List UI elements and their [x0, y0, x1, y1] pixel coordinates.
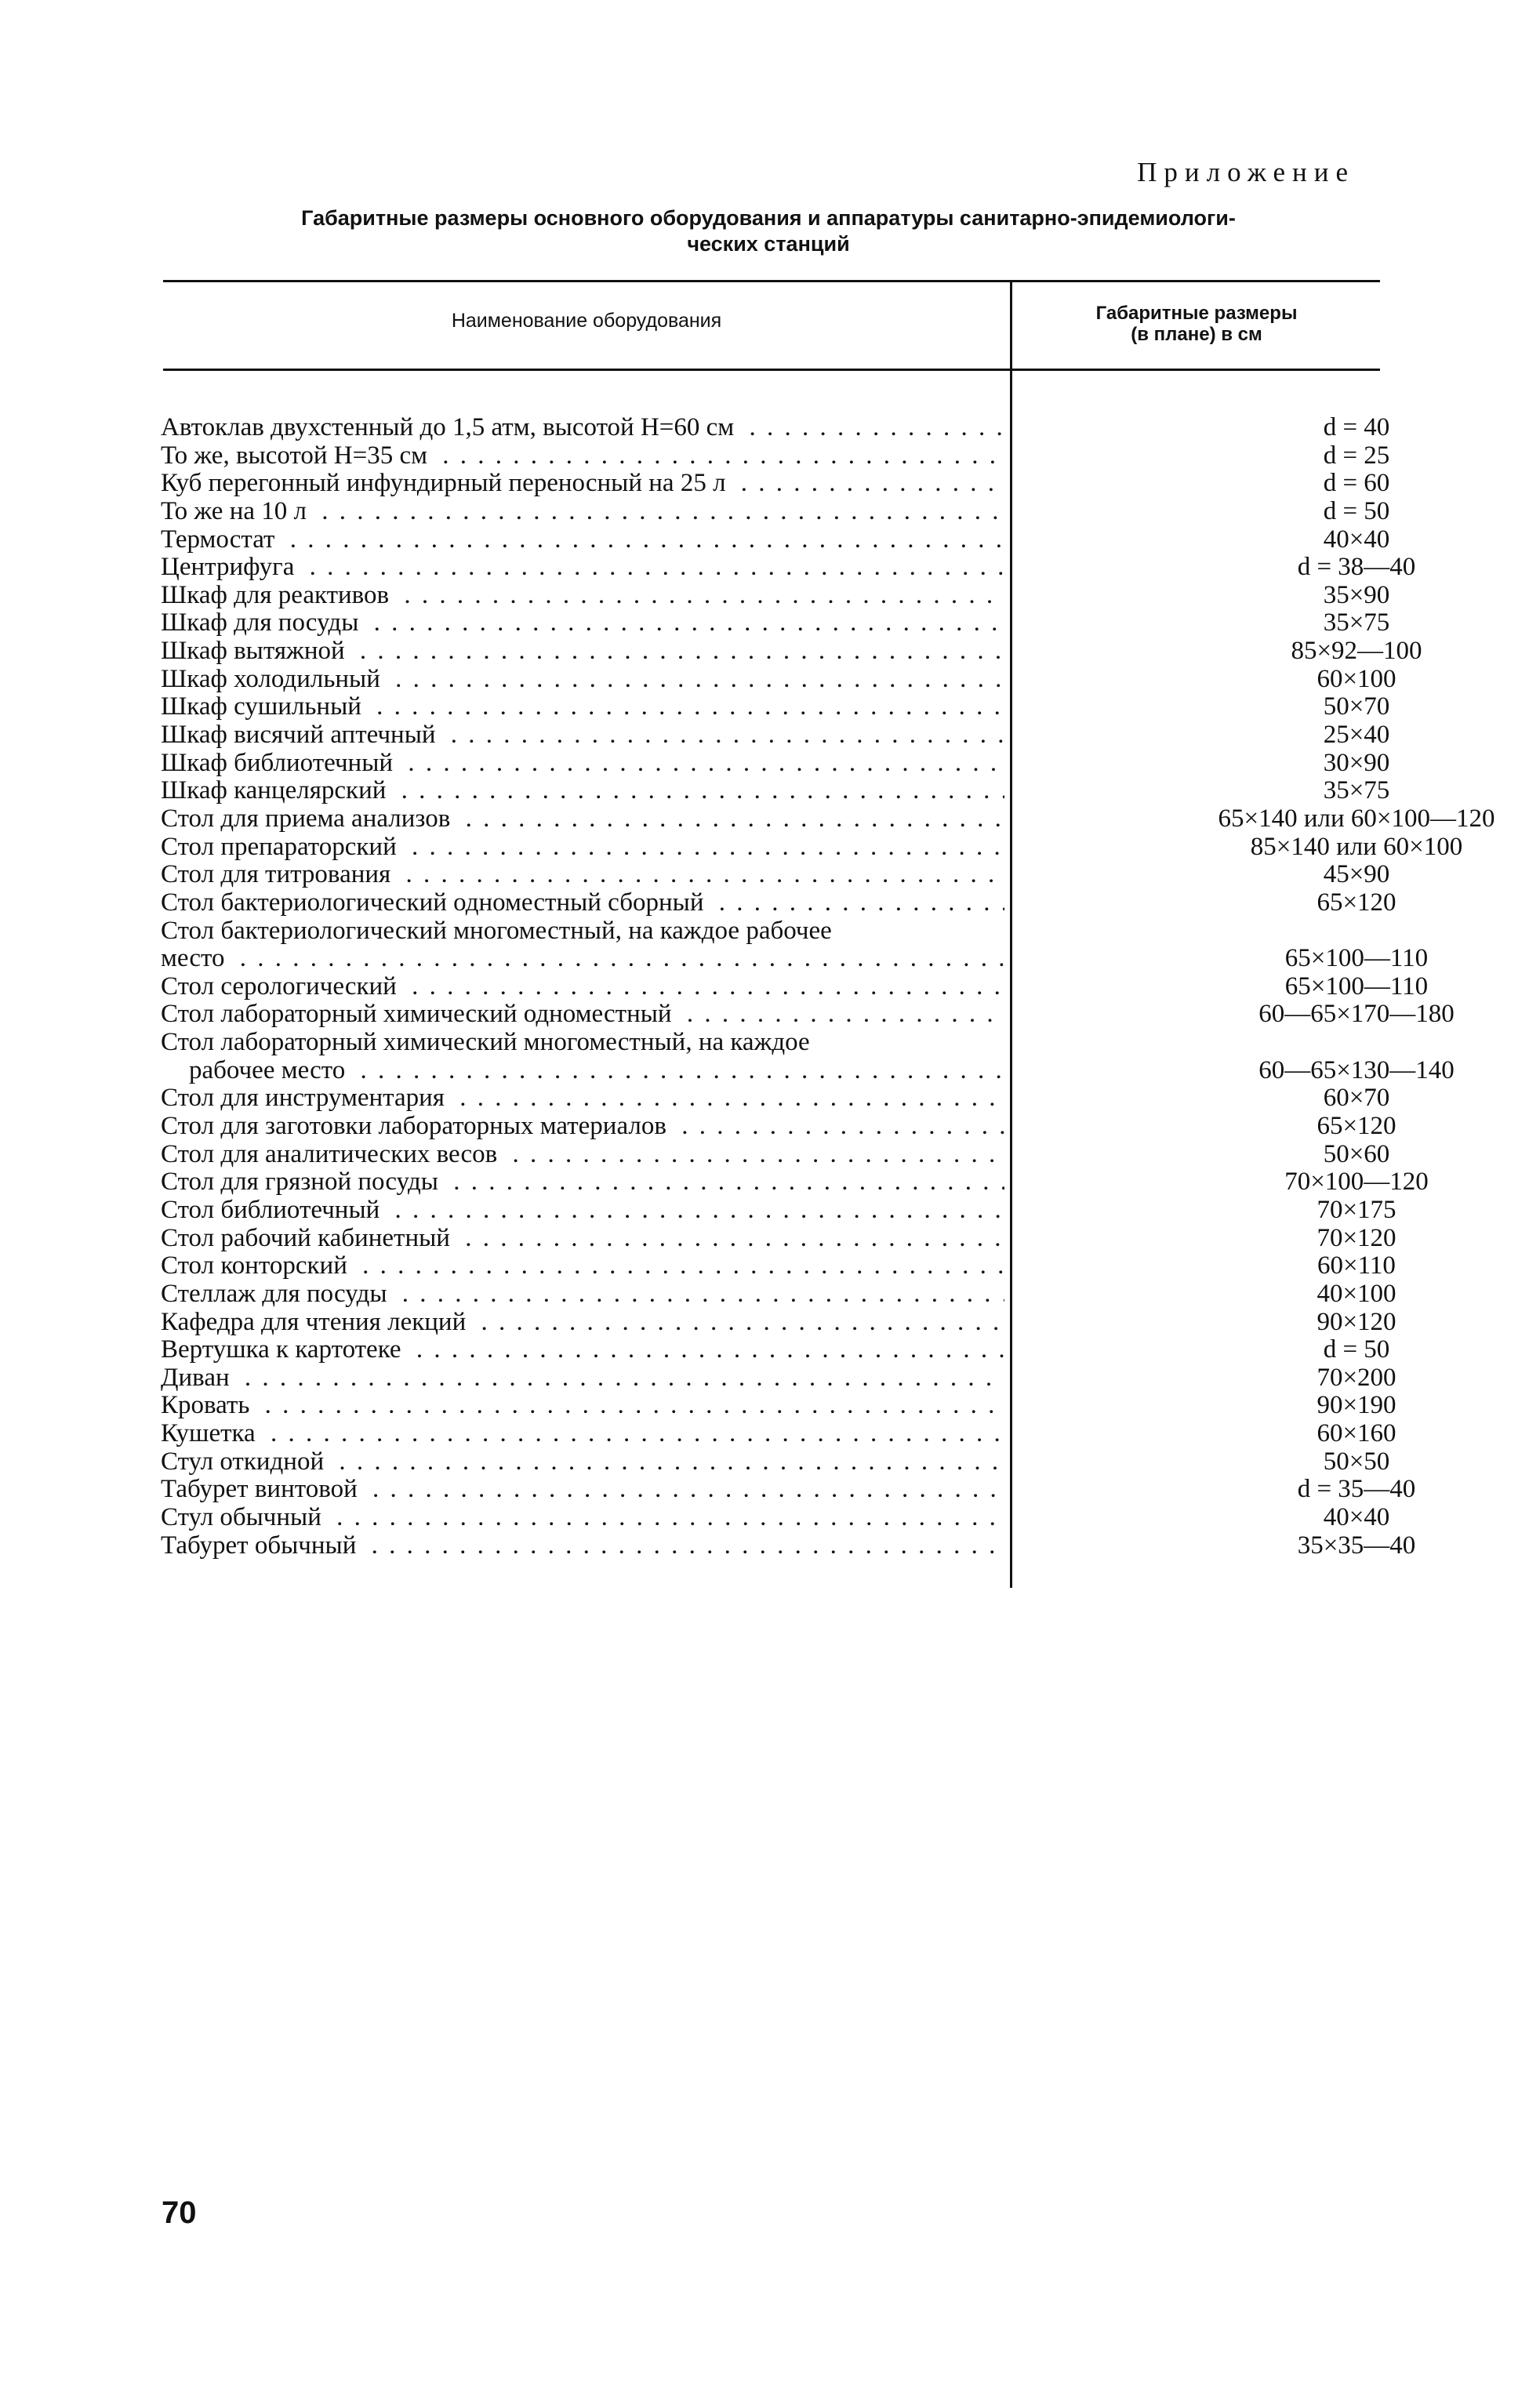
equipment-name-text: рабочее место [189, 1057, 351, 1084]
table-top-rule [163, 280, 1380, 282]
equipment-dimensions: 60×160 [1317, 1419, 1396, 1448]
table-row [161, 804, 1495, 834]
equipment-name [161, 498, 1004, 526]
equipment-dimensions: 40×40 [1323, 1502, 1390, 1531]
equipment-name-text: Стол для инструментария [161, 1084, 451, 1112]
equipment-dimensions: 70×200 [1317, 1363, 1396, 1392]
table-row [161, 944, 1429, 973]
table-row [161, 1363, 1396, 1393]
table-row [161, 1475, 1416, 1504]
equipment-name-text: Стол для приема анализов [161, 805, 456, 833]
equipment-dimensions: 60—65×170—180 [1258, 1000, 1455, 1029]
table-row [161, 1251, 1396, 1280]
table-row [161, 1055, 1455, 1085]
equipment-dimensions: 60×110 [1317, 1251, 1396, 1280]
equipment-name [161, 917, 1004, 946]
equipment-dimensions: 30×90 [1323, 748, 1390, 777]
equipment-table-body [161, 413, 1495, 1560]
equipment-name [161, 861, 1004, 889]
equipment-name [161, 1336, 1004, 1364]
equipment-name [161, 666, 1004, 694]
equipment-dimensions: 45×90 [1323, 860, 1390, 889]
equipment-name [161, 721, 1004, 750]
equipment-name-text: Шкаф для посуды [161, 609, 365, 637]
table-row [161, 1335, 1390, 1364]
equipment-name-text: Кровать [161, 1392, 256, 1419]
table-row [161, 413, 1390, 442]
equipment-name-text: Шкаф канцелярский [161, 777, 392, 804]
equipment-dimensions: 35×90 [1323, 580, 1390, 609]
equipment-name-text: Табурет винтовой [161, 1476, 364, 1503]
table-row [161, 721, 1390, 750]
equipment-name [161, 1225, 1004, 1253]
equipment-name-text: Стол для титрования [161, 861, 397, 888]
equipment-name [161, 414, 1004, 442]
equipment-name [161, 889, 1004, 917]
equipment-name-text: Стул откидной [161, 1448, 330, 1476]
table-row [161, 776, 1390, 805]
equipment-name-text: Шкаф для реактивов [161, 582, 395, 609]
equipment-name [161, 834, 1004, 862]
equipment-name-text: Стол бактериологический одноместный сборный [161, 889, 710, 917]
equipment-dimensions: 35×75 [1323, 776, 1390, 805]
column-header-name: Наименование оборудования [451, 310, 722, 332]
equipment-name-text: Стол препараторский [161, 834, 403, 861]
equipment-name-text: Стол серологический [161, 973, 403, 1001]
table-row [161, 608, 1390, 637]
equipment-name [161, 554, 1004, 582]
equipment-dimensions: 90×120 [1317, 1307, 1396, 1336]
table-row [161, 496, 1390, 526]
equipment-name-text: Стол бактериологический многоместный, на каждое рабочее [161, 917, 838, 945]
equipment-name [161, 1141, 1004, 1169]
equipment-name-text: Стол для грязной посуды [161, 1168, 445, 1196]
equipment-name-text: Стол лабораторный химический одноместный [161, 1001, 678, 1028]
equipment-dimensions: d = 50 [1323, 496, 1390, 525]
equipment-dimensions: 65×120 [1317, 1112, 1396, 1141]
table-row [161, 1139, 1390, 1169]
equipment-name [161, 1392, 1004, 1420]
equipment-name [161, 1084, 1004, 1113]
equipment-name-text: То же на 10 л [161, 498, 313, 525]
table-row [161, 1419, 1396, 1448]
equipment-dimensions: 25×40 [1323, 721, 1390, 750]
table-row [161, 1084, 1390, 1113]
table-row [161, 748, 1390, 778]
equipment-dimensions: d = 40 [1323, 413, 1390, 441]
equipment-name-text: Шкаф вытяжной [161, 637, 351, 665]
table-row [161, 917, 1380, 946]
table-row [161, 441, 1390, 470]
table-row [161, 637, 1422, 666]
equipment-dimensions: 40×100 [1317, 1279, 1396, 1308]
equipment-name-text: Кафедра для чтения лекций [161, 1309, 472, 1336]
table-row [161, 832, 1463, 862]
column-header-dimensions [1013, 303, 1380, 345]
equipment-name [161, 693, 1004, 721]
equipment-name-text: Стол библиотечный [161, 1197, 386, 1224]
equipment-dimensions: 65×100—110 [1284, 972, 1429, 1001]
equipment-name [161, 945, 1004, 973]
table-row [161, 1279, 1396, 1309]
equipment-name [161, 1252, 1004, 1280]
equipment-dimensions: 85×140 или 60×100 [1250, 832, 1463, 861]
equipment-dimensions: d = 60 [1323, 469, 1390, 498]
table-row [161, 469, 1390, 498]
equipment-name [161, 1532, 1004, 1560]
equipment-name-text: Шкаф сушильный [161, 693, 368, 721]
equipment-name-text: Термостат [161, 526, 281, 554]
equipment-name [161, 1476, 1004, 1504]
equipment-name [161, 750, 1004, 778]
equipment-name-text: Автоклав двухстенный до 1,5 атм, высотой Н=60 см [161, 414, 740, 441]
equipment-name-text: Стул обычный [161, 1504, 328, 1531]
table-row [161, 972, 1429, 1001]
equipment-dimensions: d = 25 [1323, 441, 1390, 470]
equipment-name [189, 1057, 1004, 1085]
equipment-dimensions: d = 35—40 [1297, 1475, 1416, 1504]
table-row [161, 1502, 1390, 1532]
equipment-name-text: Стол лабораторный химический многоместный, на каждое [161, 1029, 816, 1056]
equipment-name-text: Шкаф висячий аптечный [161, 721, 442, 749]
equipment-dimensions: 70×100—120 [1284, 1168, 1429, 1197]
equipment-dimensions: d = 50 [1323, 1335, 1390, 1364]
equipment-name [161, 1448, 1004, 1476]
table-row [161, 525, 1390, 554]
table-row [161, 1000, 1455, 1029]
equipment-dimensions: 50×60 [1323, 1139, 1390, 1168]
equipment-name [161, 1168, 1004, 1197]
equipment-name [161, 1364, 1004, 1393]
equipment-dimensions: 60×100 [1317, 664, 1396, 693]
equipment-name-text: Центрифуга [161, 554, 300, 581]
equipment-dimensions: 70×120 [1317, 1223, 1396, 1252]
table-row [161, 692, 1390, 721]
equipment-name-text: Шкаф библиотечный [161, 750, 399, 777]
equipment-name [161, 637, 1004, 666]
equipment-dimensions: 50×70 [1323, 692, 1390, 721]
column-header-dimensions-line-2: (в плане) в см [1131, 324, 1262, 345]
equipment-name [161, 470, 1004, 498]
equipment-dimensions: 40×40 [1323, 525, 1390, 554]
equipment-name [161, 777, 1004, 805]
equipment-name [161, 1309, 1004, 1337]
equipment-name [161, 973, 1004, 1001]
equipment-dimensions: 70×175 [1317, 1195, 1396, 1224]
equipment-dimensions: 65×120 [1317, 888, 1396, 917]
page-title [157, 205, 1380, 257]
equipment-name [161, 1001, 1004, 1029]
title-line-2: ческих станций [687, 232, 850, 256]
equipment-name-text: Диван [161, 1364, 236, 1392]
table-row [161, 1307, 1396, 1337]
equipment-name [161, 805, 1004, 834]
page-number: 70 [162, 2196, 197, 2230]
equipment-dimensions: 35×75 [1323, 608, 1390, 637]
table-row [161, 1112, 1396, 1141]
equipment-name-text: Вертушка к картотеке [161, 1336, 408, 1364]
equipment-dimensions: 90×190 [1317, 1391, 1396, 1420]
equipment-name-text: Стол для аналитических весов [161, 1141, 503, 1168]
table-row [161, 1168, 1429, 1197]
equipment-name-text: То же, высотой Н=35 см [161, 442, 434, 470]
table-row [161, 1195, 1396, 1225]
equipment-dimensions: 85×92—100 [1291, 637, 1422, 666]
table-row [161, 860, 1390, 889]
title-line-1: Габаритные размеры основного оборудования и аппаратуры санитарно-эпидемиологи- [301, 206, 1236, 230]
equipment-name [161, 582, 1004, 610]
equipment-name [161, 609, 1004, 637]
table-row [161, 1029, 1380, 1057]
equipment-name [161, 1504, 1004, 1532]
equipment-name-text: Стол рабочий кабинетный [161, 1225, 456, 1252]
equipment-name [161, 1197, 1004, 1225]
table-row [161, 580, 1390, 610]
table-row [161, 553, 1416, 582]
equipment-name-text: Кушетка [161, 1420, 262, 1447]
equipment-dimensions: d = 38—40 [1297, 553, 1416, 582]
equipment-name-text: Куб перегонный инфундирный переносный на 25 л [161, 470, 732, 497]
equipment-name [161, 442, 1004, 470]
equipment-dimensions: 65×100—110 [1284, 944, 1429, 973]
equipment-name-text: Стеллаж для посуды [161, 1280, 394, 1308]
appendix-label: Приложение [1137, 157, 1355, 187]
table-row [161, 1391, 1396, 1420]
equipment-name-text: место [161, 945, 231, 972]
equipment-dimensions: 65×140 или 60×100—120 [1218, 804, 1495, 833]
equipment-name-text: Табурет обычный [161, 1532, 362, 1560]
table-row [161, 664, 1396, 694]
equipment-dimensions: 60×70 [1323, 1084, 1390, 1113]
table-row [161, 888, 1396, 917]
equipment-name [161, 1113, 1004, 1141]
equipment-dimensions: 60—65×130—140 [1258, 1055, 1455, 1084]
column-header-dimensions-line-1: Габаритные размеры [1095, 303, 1298, 324]
table-row [161, 1447, 1390, 1476]
table-header-rule [163, 369, 1380, 371]
equipment-name-text: Шкаф холодильный [161, 666, 387, 693]
equipment-dimensions: 35×35—40 [1297, 1531, 1416, 1560]
table-row [161, 1223, 1396, 1253]
equipment-name-text: Стол конторский [161, 1252, 354, 1280]
table-row [161, 1531, 1416, 1560]
equipment-name [161, 1280, 1004, 1309]
equipment-name [161, 1420, 1004, 1448]
equipment-name [161, 1029, 1004, 1057]
equipment-dimensions: 50×50 [1323, 1447, 1390, 1476]
equipment-name-text: Стол для заготовки лабораторных материалов [161, 1113, 673, 1140]
equipment-name [161, 526, 1004, 554]
